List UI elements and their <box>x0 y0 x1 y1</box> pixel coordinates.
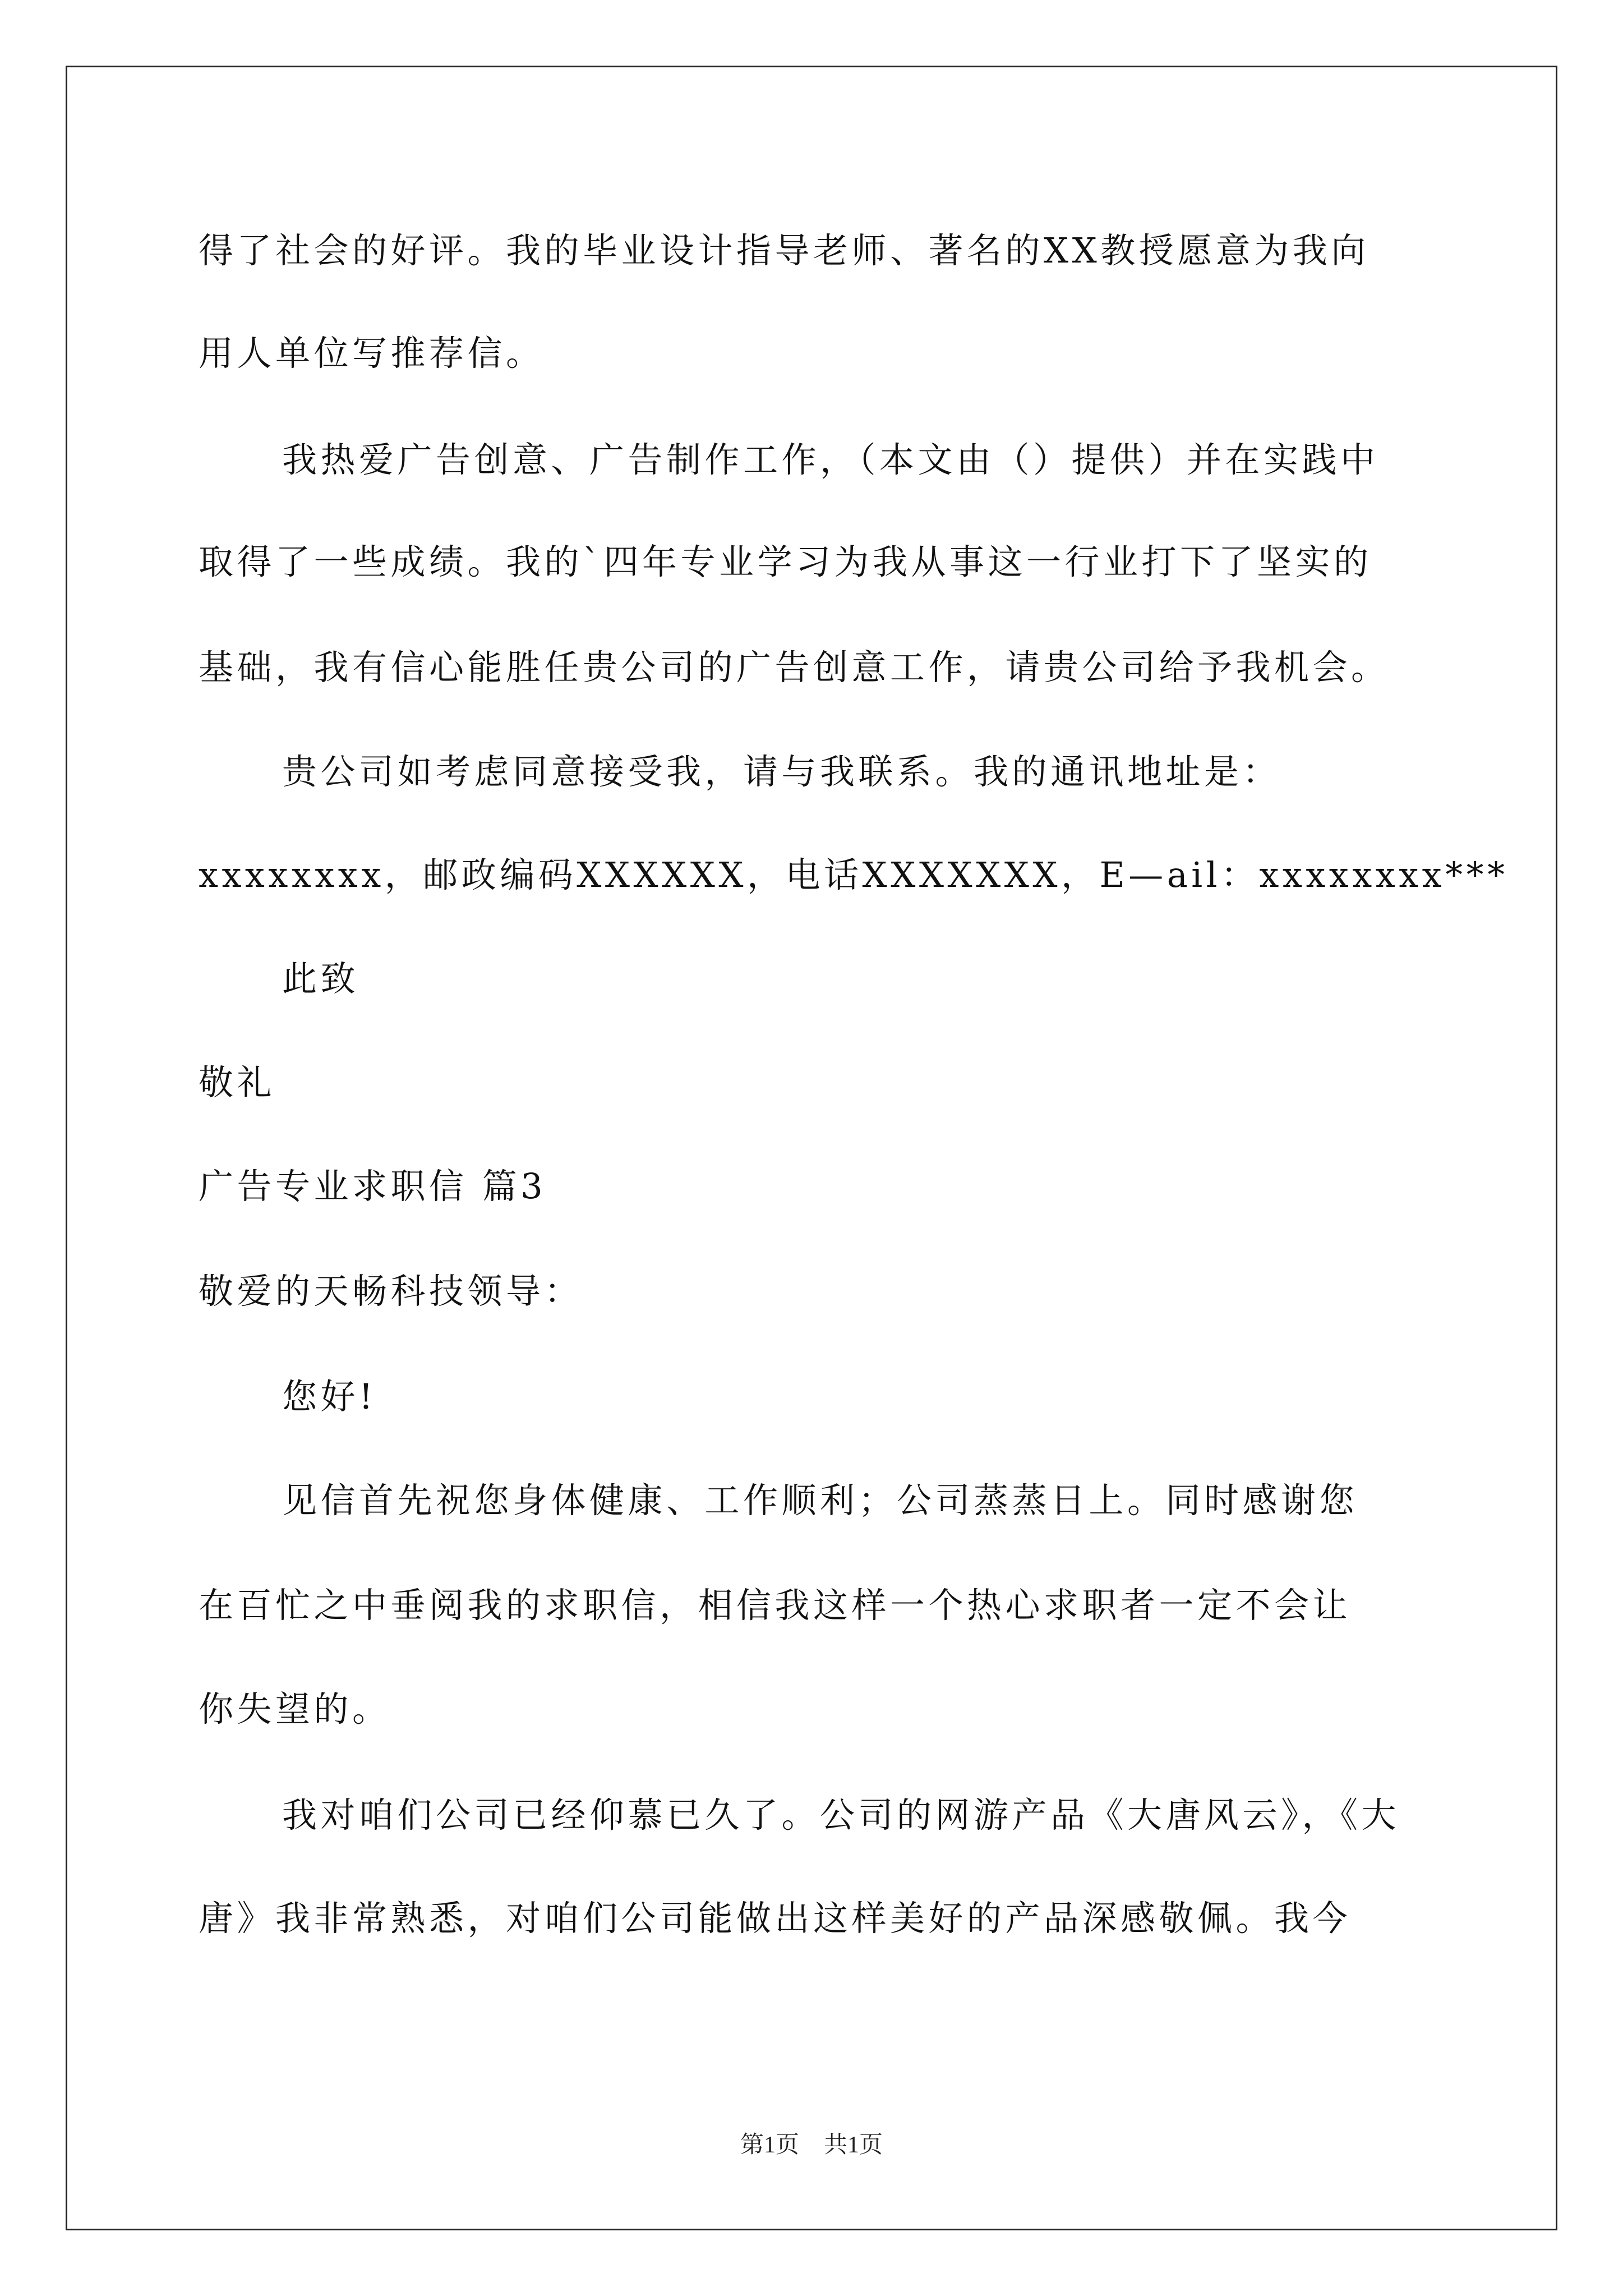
page-number: 第1页 <box>740 2132 799 2158</box>
text-line: 用人单位写推荐信。 <box>199 333 545 374</box>
text-line: 你失望的。 <box>199 1688 391 1729</box>
greeting-line: 敬爱的天畅科技领导： <box>199 1271 583 1312</box>
salutation-line: 敬礼 <box>199 1062 276 1103</box>
text-line: 见信首先祝您身体健康、工作顺利；公司蒸蒸日上。同时感谢您 <box>282 1480 1358 1521</box>
text-line: 我热爱广告创意、广告制作工作，（本文由（）提供）并在实践中 <box>282 439 1379 480</box>
page-footer <box>0 2126 1623 2160</box>
page-total: 共1页 <box>824 2132 883 2158</box>
text-line: 取得了一些成绩。我的`四年专业学习为我从事这一行业打下了坚实的 <box>199 541 1372 582</box>
section-heading: 广告专业求职信 篇3 <box>199 1166 547 1207</box>
text-line: 基础，我有信心能胜任贵公司的广告创意工作，请贵公司给予我机会。 <box>199 647 1390 688</box>
text-line: 得了社会的好评。我的毕业设计指导老师、著名的XX教授愿意为我向 <box>199 230 1370 271</box>
text-line: 您好! <box>282 1376 377 1417</box>
text-line: 我对咱们公司已经仰慕已久了。公司的网游产品《大唐风云》，《大 <box>282 1795 1400 1835</box>
text-line: 贵公司如考虑同意接受我，请与我联系。我的通讯地址是： <box>282 751 1281 792</box>
document-body <box>199 0 1509 2296</box>
closing-line: 此致 <box>282 958 359 999</box>
text-line: 在百忙之中垂阅我的求职信，相信我这样一个热心求职者一定不会让 <box>199 1585 1352 1626</box>
contact-line: xxxxxxxx，邮政编码XXXXXX，电话XXXXXXX，E—ail：xxxxxxxx*** <box>199 854 1509 895</box>
text-line: 唐》我非常熟悉，对咱们公司能做出这样美好的产品深感敬佩。我今 <box>199 1898 1352 1939</box>
